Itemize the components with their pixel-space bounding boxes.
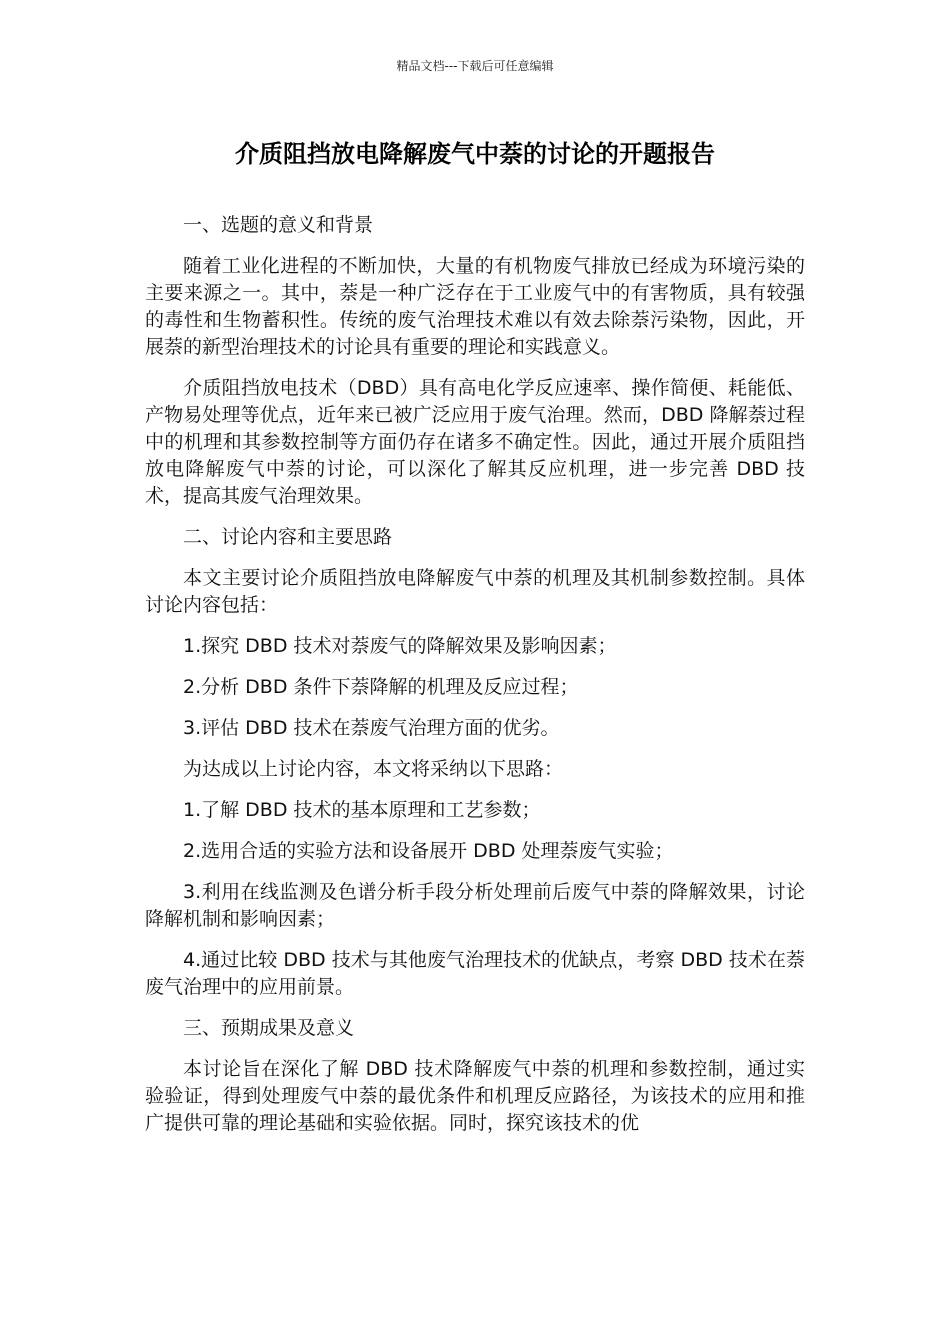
list-item: 3.评估 DBD 技术在萘废气治理方面的优劣。	[183, 717, 560, 739]
paragraph: 随着工业化进程的不断加快，大量的有机物废气排放已经成为环境污染的主要来源之一。其中，萘是一种广泛存在于工业废气中的有害物质，具有较强的毒性和生物蓄积性。传统的废气治理技术难以有效去除萘污染物，因此，开展萘的新型治理技术的讨论具有重要的理论和实践意义。	[145, 255, 805, 358]
paragraph: 介质阻挡放电技术（DBD）具有高电化学反应速率、操作简便、耗能低、产物易处理等优点，近年来已被广泛应用于废气治理。然而，DBD 降解萘过程中的机理和其参数控制等方面仍存在诸多不确定性。因此，通过开展介质阻挡放电降解废气中萘的讨论，可以深化了解其反应机理，进一步完善 DBD 技术，提高其废气治理效果。	[145, 377, 805, 507]
paragraph: 本文主要讨论介质阻挡放电降解废气中萘的机理及其机制参数控制。具体讨论内容包括：	[145, 567, 805, 616]
list-item: 4.通过比较 DBD 技术与其他废气治理技术的优缺点，考察 DBD 技术在萘废气治理中的应用前景。	[145, 949, 805, 998]
list-item: 1.探究 DBD 技术对萘废气的降解效果及影响因素；	[183, 635, 617, 657]
paragraph: 本讨论旨在深化了解 DBD 技术降解废气中萘的机理和参数控制，通过实验验证，得到处理废气中萘的最优条件和机理反应路径，为该技术的应用和推广提供可靠的理论基础和实验依据。同时，探究该技术的优	[145, 1058, 805, 1134]
list-item: 3.利用在线监测及色谱分析手段分析处理前后废气中萘的降解效果，讨论降解机制和影响因素；	[145, 881, 805, 930]
document-title: 介质阻挡放电降解废气中萘的讨论的开题报告	[235, 140, 715, 168]
section-heading-outcomes: 三、预期成果及意义	[183, 1017, 355, 1039]
list-item: 1.了解 DBD 技术的基本原理和工艺参数；	[183, 799, 541, 821]
list-item: 2.分析 DBD 条件下萘降解的机理及反应过程；	[183, 676, 579, 698]
section-heading-content: 二、讨论内容和主要思路	[183, 526, 393, 548]
list-item: 为达成以上讨论内容，本文将采纳以下思路：	[183, 758, 564, 780]
section-heading-significance: 一、选题的意义和背景	[183, 214, 374, 236]
document-body	[145, 212, 805, 1151]
list-item: 2.选用合适的实验方法和设备展开 DBD 处理萘废气实验；	[183, 840, 674, 862]
page-header: 精品文档---下载后可任意编辑	[396, 59, 554, 73]
